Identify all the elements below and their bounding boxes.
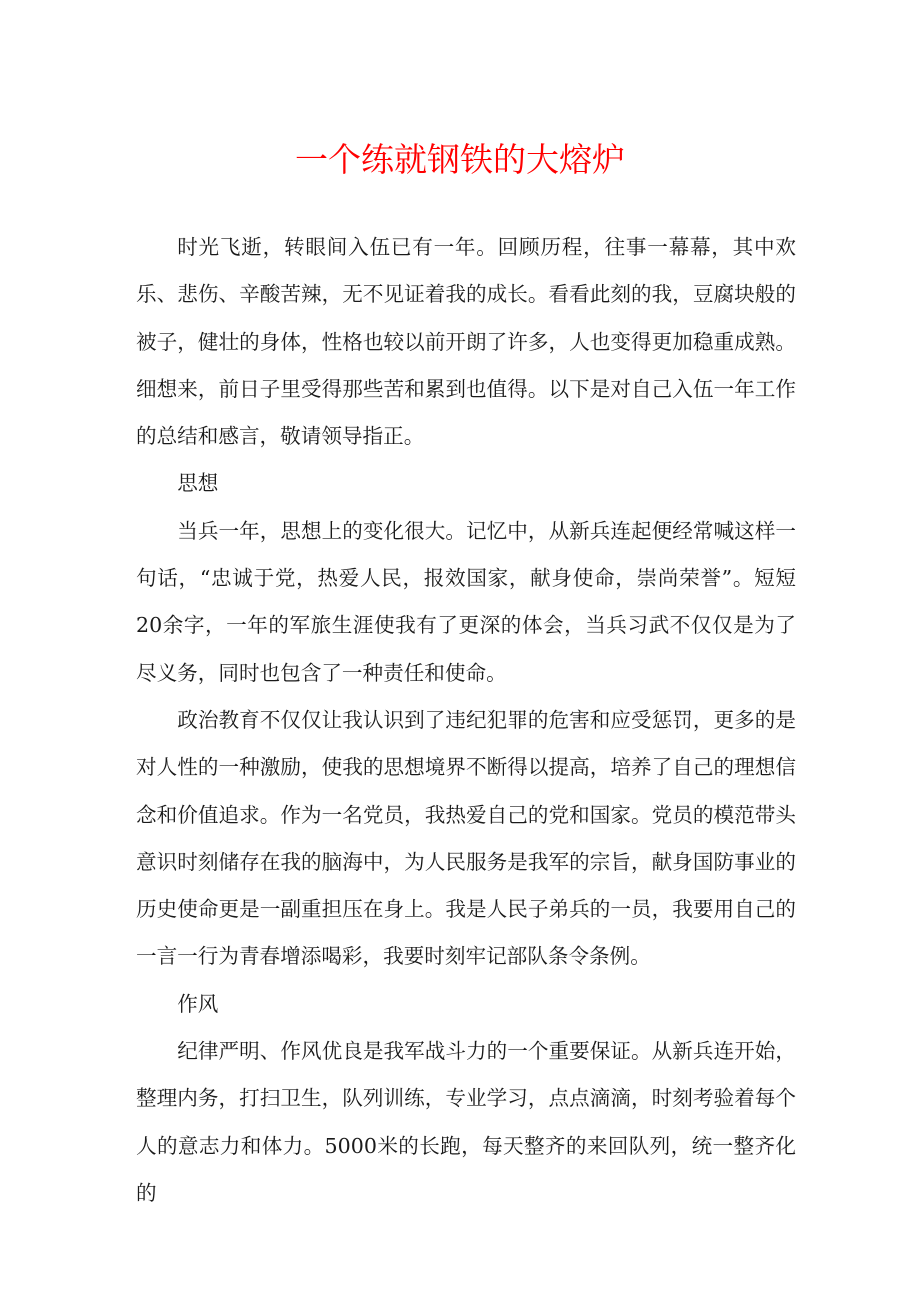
section-heading-thought: 思想 xyxy=(177,471,219,496)
paragraph-thought-1: 当兵一年，思想上的变化很大。记忆中，从新兵连起便经常喊这样一句话，“忠诚于党，热爱人民，报效国家，献身使命，崇尚荣誉”。短短20余字，一年的军旅生涯使我有了更深的体会，当兵习武不仅仅是为了尽义务，同时也包含了一种责任和使命。 xyxy=(136,518,796,685)
paragraph-style-1: 纪律严明、作风优良是我军战斗力的一个重要保证。从新兵连开始，整理内务，打扫卫生，队列训练，专业学习，点点滴滴，时刻考验着每个人的意志力和体力。5000米的长跑，每天整齐的来回队列，统一整齐化的 xyxy=(136,1039,796,1205)
section-heading-style: 作风 xyxy=(177,991,219,1016)
paragraph-thought-2: 政治教育不仅仅让我认识到了违纪犯罪的危害和应受惩罚，更多的是对人性的一种激励，使我的思想境界不断得以提高，培养了自己的理想信念和价值追求。作为一名党员，我热爱自己的党和国家。党员的模范带头意识时刻储存在我的脑海中，为人民服务是我军的宗旨，献身国防事业的历史使命更是一副重担压在身上。我是人民子弟兵的一员，我要用自己的一言一行为青春增添喝彩，我要时刻牢记部队条令条例。 xyxy=(136,707,796,969)
document-body xyxy=(136,224,796,1217)
paragraph-intro: 时光飞逝，转眼间入伍已有一年。回顾历程，往事一幕幕，其中欢乐、悲伤、辛酸苦辣，无不见证着我的成长。看看此刻的我，豆腐块般的被子，健壮的身体，性格也较以前开朗了许多，人也变得更加稳重成熟。细想来，前日子里受得那些苦和累到也值得。以下是对自己入伍一年工作的总结和感言，敬请领导指正。 xyxy=(136,235,796,449)
document-title: 一个练就钢铁的大熔炉 xyxy=(295,140,625,179)
